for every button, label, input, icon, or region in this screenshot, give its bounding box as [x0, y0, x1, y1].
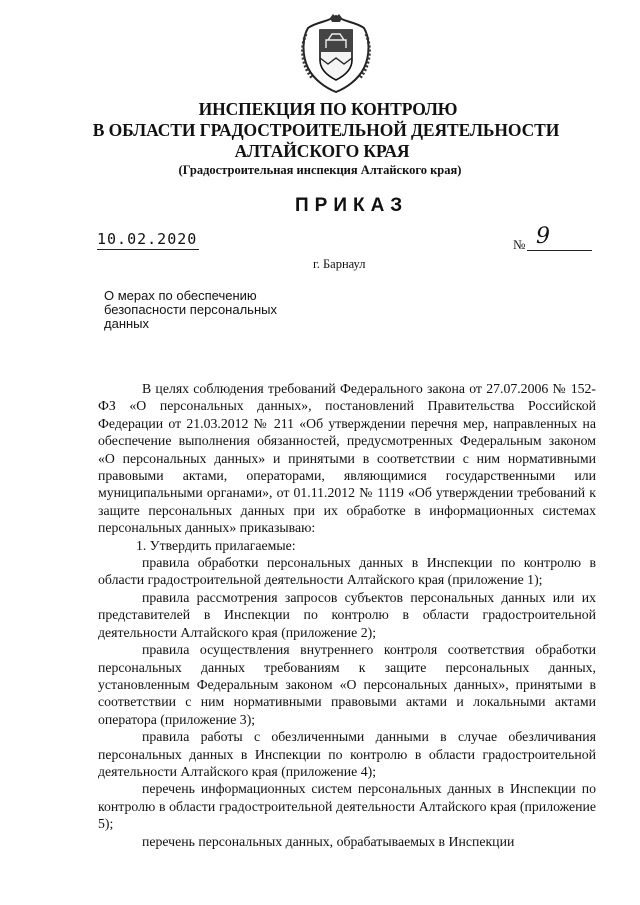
list-item: правила работы с обезличенными данными в случае обезличивания персональных данных в Инспекции по контролю в области градостроительной деятельности Алтайского края (приложение 4); [98, 729, 596, 779]
organization-name-line-3: АЛТАЙСКОГО КРАЯ [234, 141, 410, 161]
list-item: перечень персональных данных, обрабатываемых в Инспекции [142, 833, 515, 849]
document-type-title: ПРИКАЗ [295, 195, 409, 216]
order-body [98, 380, 596, 850]
preamble-paragraph: В целях соблюдения требований Федерального закона от 27.07.2006 № 152-ФЗ «О персональных данных», постановлений Правительства Российской Федерации от 21.03.2012 № 211 «Об утверждении перечня мер, направленных на обеспечение выполнения обязанностей, предусмотренных Федеральным законом «О персональных данных» и принятыми в соответствии с ним нормативными правовыми актами, операторами, являющимися государственными или муниципальными органами», от 01.11.2012 № 1119 «Об утверждении требований к защите персональных данных при их обработке в информационных системах персональных данных» приказываю: [98, 381, 596, 536]
organization-name-line-1: ИНСПЕКЦИЯ ПО КОНТРОЛЮ [198, 99, 458, 119]
city: г. Барнаул [313, 257, 366, 271]
list-item: правила обработки персональных данных в Инспекции по контролю в области градостроительной деятельности Алтайского края (приложение 1); [98, 555, 596, 588]
number-underline [527, 250, 592, 251]
order-subject: О мерах по обеспечению безопасности персональных данных [104, 288, 277, 331]
list-item: правила рассмотрения запросов субъектов персональных данных или их представителей в Инспекции по контролю в области градостроительной деятельности Алтайского края (приложение 2); [98, 589, 596, 640]
order-number: 9 [536, 224, 550, 249]
order-date: 10.02.2020 [97, 230, 198, 248]
coat-of-arms-emblem [298, 14, 374, 94]
organization-short-name: (Градостроительная инспекция Алтайского края) [178, 163, 462, 177]
list-item: перечень информационных систем персональных данных в Инспекции по контролю в области градостроительной деятельности Алтайского края (приложение 5); [98, 781, 596, 832]
clause-1-heading: 1. Утвердить прилагаемые: [136, 537, 296, 553]
number-sign: № [513, 237, 526, 252]
list-item: правила осуществления внутреннего контроля соответствия обработки персональных данных требованиям к защите персональных данных, установленным Федеральным законом «О персональных данных», принятыми в соответствии с ним нормативными правовыми актами и локальными актами оператора (приложение 3); [98, 642, 596, 727]
organization-name-line-2: В ОБЛАСТИ ГРАДОСТРОИТЕЛЬНОЙ ДЕЯТЕЛЬНОСТИ [92, 120, 560, 140]
